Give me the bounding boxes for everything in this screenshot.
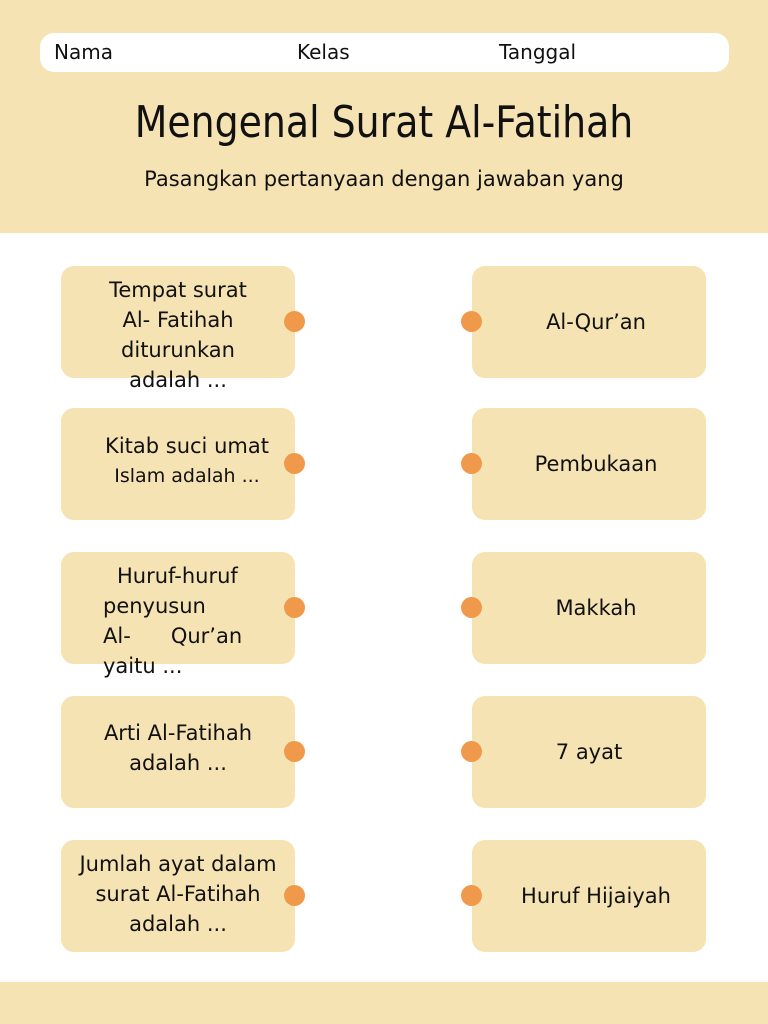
question-connector-dot-3[interactable]	[284, 597, 305, 618]
answer-card-2[interactable]	[472, 408, 706, 520]
question-card-4[interactable]	[61, 696, 295, 808]
page-title: Mengenal Surat Al-Fatihah	[134, 97, 634, 148]
name-label: Nama	[54, 40, 113, 64]
class-label: Kelas	[297, 40, 350, 64]
answer-card-4[interactable]	[472, 696, 706, 808]
instruction-text: Pasangkan pertanyaan dengan jawaban yang	[144, 167, 624, 191]
question-card-3[interactable]	[61, 552, 295, 678]
question-text-2: Kitab suci umat Islam adalah ...	[105, 434, 269, 487]
date-label: Tanggal	[499, 40, 577, 64]
answer-connector-dot-4[interactable]	[461, 741, 482, 762]
answer-card-5[interactable]	[472, 840, 706, 952]
question-card-5[interactable]	[61, 840, 295, 952]
question-text-3: Huruf-huruf penyusun Al- Qur’an yaitu ...	[103, 564, 243, 678]
answer-text-4: 7 ayat	[555, 740, 623, 764]
answer-text-1: Al-Qur’an	[546, 310, 646, 334]
answer-text-3: Makkah	[555, 596, 637, 620]
question-text-1: Tempat surat Al- Fatihah diturunkan adalah ...	[109, 278, 247, 392]
question-card-2[interactable]	[61, 408, 295, 520]
question-text-5: Jumlah ayat dalam surat Al-Fatihah adalah ...	[79, 852, 277, 936]
answer-connector-dot-5[interactable]	[461, 885, 482, 906]
answer-text-5: Huruf Hijaiyah	[521, 884, 671, 908]
question-connector-dot-5[interactable]	[284, 885, 305, 906]
answer-card-3[interactable]	[472, 552, 706, 664]
answer-connector-dot-1[interactable]	[461, 311, 482, 332]
student-info-bar	[40, 33, 729, 72]
question-card-1[interactable]	[61, 266, 295, 392]
question-connector-dot-4[interactable]	[284, 741, 305, 762]
answer-card-1[interactable]	[472, 266, 706, 378]
answer-connector-dot-3[interactable]	[461, 597, 482, 618]
answer-text-2: Pembukaan	[534, 452, 658, 476]
question-connector-dot-1[interactable]	[284, 311, 305, 332]
question-text-4: Arti Al-Fatihah adalah ...	[103, 721, 253, 775]
question-connector-dot-2[interactable]	[284, 453, 305, 474]
answer-connector-dot-2[interactable]	[461, 453, 482, 474]
footer-band	[0, 982, 768, 1024]
